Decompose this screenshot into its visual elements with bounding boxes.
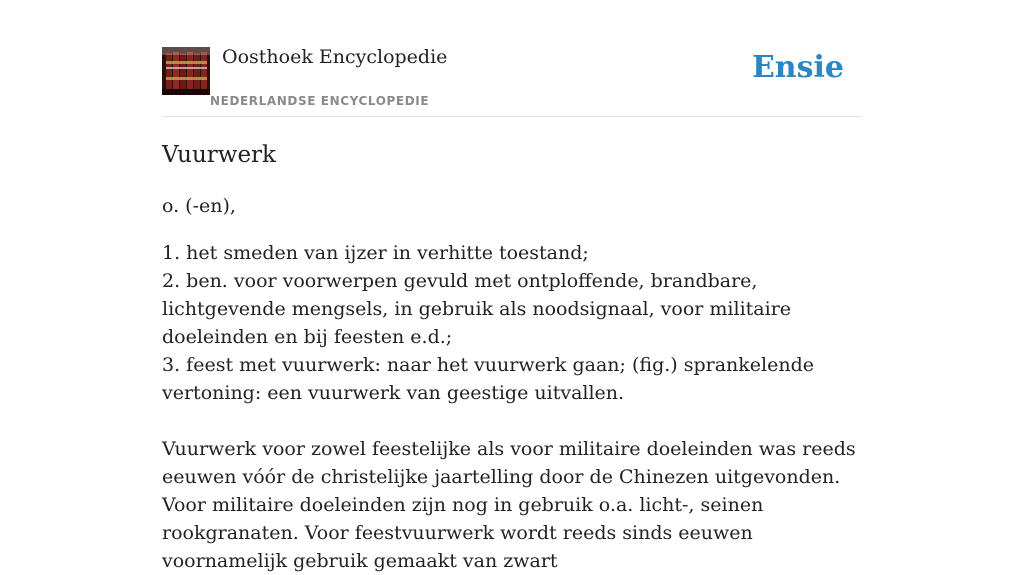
grammar-note: o. (-en), [162, 195, 236, 217]
books-image [162, 47, 210, 95]
definition-list [162, 239, 862, 407]
article-body: Vuurwerk voor zowel feestelijke als voor militaire doeleinden was reeds eeuwen vóór de christelijke jaartelling door de Chinezen uitgevonden. Voor militaire doeleinden zijn nog in gebruik o.a. licht-, seinen rookgranaten. Voor feestvuurwerk wordt reeds sinds eeuwen voornamelijk gebruik gemaakt van zwart [162, 438, 856, 572]
encyclopedia-books-avatar[interactable] [162, 47, 210, 95]
definition-1: 1. het smeden van ijzer in verhitte toestand; [162, 242, 589, 264]
definition-2: 2. ben. voor voorwerpen gevuld met ontploffende, brandbare, lichtgevende mengsels, in gebruik als noodsignaal, voor militaire doeleinden en bij feesten e.d.; [162, 270, 792, 348]
article-content [162, 138, 862, 575]
ensie-logo[interactable]: Ensie [751, 50, 844, 85]
site-tagline: NEDERLANDSE ENCYCLOPEDIE [210, 94, 430, 108]
site-header [162, 42, 862, 117]
article-title: Vuurwerk [162, 142, 276, 168]
site-name[interactable]: Oosthoek Encyclopedie [222, 46, 448, 68]
definition-3: 3. feest met vuurwerk: naar het vuurwerk gaan; (fig.) sprankelende vertoning: een vuurwerk van geestige uitvallen. [162, 354, 815, 404]
